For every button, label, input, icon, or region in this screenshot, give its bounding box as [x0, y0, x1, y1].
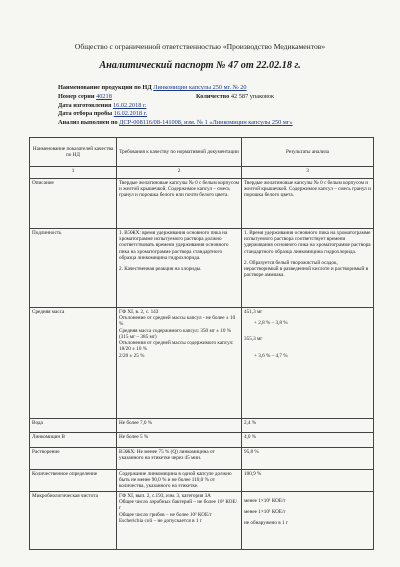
row-requirement: Содержание линкомицина в одной капсуле должно быть не менее 90,0 % и не более 110,0 % от количества, указанного на этикетке. [117, 470, 242, 492]
requirement-line: Общее число аэробных бактерий – не более 10³ КОЕ/г [119, 499, 238, 512]
table-row-lincomycin-b [30, 433, 374, 448]
row-name: Описание [30, 179, 117, 229]
table-header-row [30, 138, 374, 167]
table-index-row [30, 167, 374, 179]
row-requirement [117, 308, 242, 419]
row-name: Средняя масса [30, 308, 117, 419]
row-result [242, 229, 374, 308]
index-cell: 3 [242, 167, 374, 179]
row-requirement: ВЭЖХ: Не менее 75 % (Q) линкомицина от указанного на этикетке через 45 мин. [117, 448, 242, 470]
requirement-line: ГФ XI, вып. 2, с.193, изм. 3, категория 3А [119, 493, 211, 499]
row-requirement [117, 492, 242, 550]
product-label: Наименование продукции по НД [58, 84, 152, 91]
result-line: менее 1×10¹ КОЕ/г [244, 498, 286, 504]
header-requirements: Требования к качеству по нормативной документации [117, 138, 242, 167]
result-line: не обнаружено в 1 г [244, 520, 288, 527]
row-name: Линкомицин В [30, 433, 117, 448]
requirement-line: Общее число грибов – не более 10² КОЕ/г [119, 511, 212, 518]
requirement-line: ГФ XI, в. 2, с. 143 [119, 309, 159, 315]
row-name: Вода [30, 419, 117, 433]
row-requirement: Не более 5 % [117, 433, 242, 448]
row-result: 100,9 % [242, 470, 374, 492]
row-name: Подлинность [30, 229, 117, 308]
result-line: 451,3 мг [244, 309, 263, 315]
quality-table [29, 137, 374, 550]
document-title: Аналитический паспорт № 47 от 22.02.18 г. [99, 60, 301, 71]
requirement-line: 2/20 ± 25 % [119, 352, 145, 359]
manufacture-label: Дата изготовления [58, 102, 112, 109]
header-indicator: Наименование показателей качества по НД [30, 138, 117, 167]
requirement-line: Отклонение от средней массы капсул - не более ± 10 % [119, 315, 236, 328]
row-result: 4,0 % [242, 433, 374, 448]
table-row-quantitative [30, 470, 374, 492]
result-line: + 3,6 % – 4,7 % [254, 352, 288, 359]
result-line: 355,3 мг [244, 336, 263, 343]
row-result: 95,8 % [242, 448, 374, 470]
index-cell: 2 [117, 167, 242, 179]
table-row-mass [30, 308, 374, 419]
requirement-line: Escherichia coli – не допускается в 1 г [119, 517, 202, 524]
product-line [58, 84, 247, 91]
sampling-label: Дата отбора пробы [58, 110, 113, 117]
index-cell: 1 [30, 167, 117, 179]
sampling-value: 16.02.2018 г. [113, 110, 148, 117]
series-line [58, 93, 112, 100]
manufacture-value: 16.02.2018 г. [113, 102, 147, 109]
row-requirement: Твердые желатиновые капсулы № 0 с белым корпусом и желтой крышечкой. Содержимое капсул – смесь гранул и порошка белого или почти белого цвета. [117, 179, 242, 229]
analysis-value: ДСР-008116/08-141008, изм. № 1 «Линкомицин капсулы 250 мг» [119, 119, 293, 126]
row-result: 2,4 % [242, 419, 374, 433]
result-line: + 2,8 % – 3,8 % [254, 320, 288, 327]
requirement-line: 18/20 ± 10 % [119, 346, 148, 353]
row-requirement [117, 229, 242, 308]
requirement-line: 2. Качественная реакция на хлориды. [119, 266, 202, 273]
header-results: Результаты анализа [242, 138, 374, 167]
quantity-line [196, 93, 274, 100]
table-row-water [30, 419, 374, 433]
series-value: 40218 [96, 93, 112, 100]
result-line: 2. Образуется белый творожистый осадок, нерастворимый в разведенной кислоте и растворимый в растворе аммиака. [244, 259, 369, 279]
organization-name: Общество с ограниченной ответственностью «Производство Медикаментов» [74, 42, 326, 51]
analysis-label: Анализ выполнен по [58, 119, 118, 126]
row-name: Количественное определение [30, 470, 117, 492]
quantity-value: 42 587 упаковок [230, 93, 275, 100]
result-line: менее 1×10¹ КОЕ/г [244, 509, 286, 516]
result-line: 1. Время удерживания основного пика на хроматограмме испытуемого раствора соответствует времени удерживания основного пика на хроматограмме раствора стандартного образца линкомицина гидрохлорида. [244, 230, 371, 255]
table-row-microbiology [30, 492, 374, 550]
requirement-line: 1. ВЭЖХ: время удерживания основного пика на хроматограмме испытуемого раствора должно соответствовать времени удерживания основного пика на хроматограмме раствора стандартного образца линкомицина гидрохлорида. [119, 230, 229, 261]
manufacture-line [58, 102, 146, 109]
quantity-label: Количество [196, 93, 230, 100]
row-result [242, 492, 374, 550]
row-name: Микробиологическая чистота [30, 492, 117, 550]
row-requirement: Не более 7,0 % [117, 419, 242, 433]
sampling-line [58, 110, 147, 117]
product-value: Линкомицин капсулы 250 мг. № 20 [153, 84, 247, 91]
table-row-description [30, 179, 374, 229]
row-result [242, 308, 374, 419]
series-label: Номер серии [58, 93, 95, 100]
requirement-line: Отклонения от средней массы содержимого капсул: [119, 340, 234, 347]
row-result: Твердые желатиновые капсулы № 0 с белым корпусом и желтой крышечкой. Содержимое капсул – смесь гранул и порошка белого цвета. [242, 179, 374, 229]
row-name: Растворение [30, 448, 117, 470]
table-row-authenticity [30, 229, 374, 308]
analysis-line [58, 119, 293, 126]
requirement-line: Средняя масса содержимого капсул: 350 мг ± 10 % (315 мг – 385 мг) [119, 327, 232, 340]
table-row-dissolution [30, 448, 374, 470]
